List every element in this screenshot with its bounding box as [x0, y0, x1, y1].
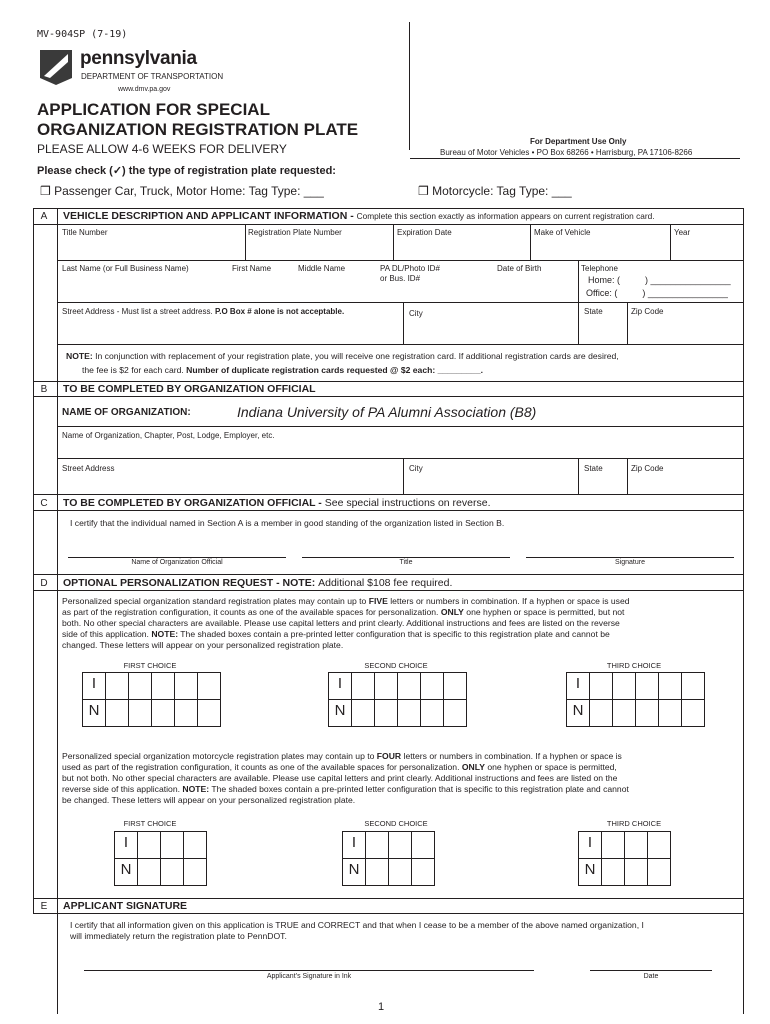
org-state-field[interactable]: State [584, 464, 603, 473]
membership-certification: I certify that the individual named in Section A is a member in good standing of the organization listed in Section B. [70, 518, 505, 528]
car-third-character-box[interactable] [681, 672, 705, 700]
moto-second-choice-label: SECOND CHOICE [364, 819, 428, 828]
moto-second-character-box[interactable] [411, 858, 435, 886]
official-signature-label: Signature [615, 559, 645, 566]
moto-second-preprinted-box [342, 858, 366, 886]
official-title-line[interactable] [302, 557, 510, 558]
section-d-title: OPTIONAL PERSONALIZATION REQUEST - NOTE: Additional $108 fee required. [63, 577, 453, 589]
moto-third-character-box[interactable] [601, 831, 625, 859]
applicant-date-label: Date [643, 973, 659, 980]
car-third-choice-label: THIRD CHOICE [606, 661, 662, 670]
car-second-preprinted-box [328, 672, 352, 700]
moto-first-character-box[interactable] [183, 858, 207, 886]
vehicle-make-field[interactable]: Make of Vehicle [534, 228, 591, 237]
street-address-field[interactable]: Street Address - Must list a street address. P.O Box # alone is not acceptable. [62, 307, 345, 316]
moto-third-choice-label: THIRD CHOICE [606, 819, 662, 828]
car-first-character-box[interactable] [128, 699, 152, 727]
dept-use-title: For Department Use Only [530, 137, 627, 146]
car-second-preprinted-letter: I [337, 675, 343, 692]
brand-dept: DEPARTMENT OF TRANSPORTATION [81, 72, 224, 81]
car-second-character-box[interactable] [420, 672, 444, 700]
moto-first-preprinted-box [114, 858, 138, 886]
moto-third-character-box[interactable] [647, 858, 671, 886]
frame-right [743, 208, 744, 1014]
org-street-field[interactable]: Street Address [62, 464, 115, 473]
duplicate-card-count-field[interactable]: the fee is $2 for each card. Number of duplicate registration cards requested @ $2 each: _________. [82, 365, 484, 375]
car-third-preprinted-box [566, 699, 590, 727]
middle-name-field[interactable]: Middle Name [298, 264, 346, 273]
moto-third-character-box[interactable] [647, 831, 671, 859]
telephone-label: Telephone [581, 264, 618, 273]
moto-first-preprinted-box [114, 831, 138, 859]
page-number: 1 [378, 1001, 385, 1013]
section-c-title: TO BE COMPLETED BY ORGANIZATION OFFICIAL - See special instructions on reverse. [63, 497, 491, 509]
car-first-choice-label: FIRST CHOICE [123, 661, 177, 670]
moto-first-choice-label: FIRST CHOICE [123, 819, 177, 828]
car-second-character-box[interactable] [374, 699, 398, 727]
standard-plate-instructions: Personalized special organization standard registration plates may contain up to FIVE letters or numbers in combination. If a hyphen or space is used as part of the registration configuration, it counts as one of the available spaces for personalization. ONLY one hyphen or space is permitted, but not both. No other special characters are available. Please use capital letters and print clearly. Additional instructions and fees are listed on the reverse side of this application. NOTE: The shaded boxes contain a pre-printed letter configuration that is specific to this registration plate and cannot be changed. These letters will appear on your personalized registration plate. [62, 596, 630, 650]
moto-third-preprinted-letter: I [587, 834, 593, 851]
car-first-preprinted-box [82, 672, 106, 700]
car-second-character-box[interactable] [397, 672, 421, 700]
section-b-letter: B [40, 384, 48, 395]
office-phone-field[interactable]: Office: ( ) ________________ [586, 288, 728, 298]
official-signature-line[interactable] [526, 557, 734, 558]
official-title-label: Title [399, 559, 413, 566]
moto-first-preprinted-letter: I [123, 834, 129, 851]
moto-second-character-box[interactable] [365, 858, 389, 886]
moto-first-character-box[interactable] [160, 831, 184, 859]
moto-third-preprinted-letter: N [584, 861, 596, 878]
frame-left [57, 208, 58, 1014]
org-name-sublabel: Name of Organization, Chapter, Post, Lodge, Employer, etc. [62, 431, 275, 440]
last-name-field[interactable]: Last Name (or Full Business Name) [62, 264, 189, 273]
section-a-title: VEHICLE DESCRIPTION AND APPLICANT INFORMATION - Complete this section exactly as information appears on current registration card. [63, 210, 655, 222]
car-first-character-box[interactable] [105, 672, 129, 700]
car-third-preprinted-box [566, 672, 590, 700]
section-e-letter: E [40, 901, 48, 912]
org-name-label: NAME OF ORGANIZATION: [62, 407, 191, 418]
official-name-label: Name of Organization Official [131, 559, 223, 566]
applicant-date-line[interactable] [590, 970, 712, 971]
car-second-preprinted-letter: N [334, 702, 346, 719]
moto-second-preprinted-letter: I [351, 834, 357, 851]
car-second-character-box[interactable] [443, 672, 467, 700]
car-second-character-box[interactable] [351, 699, 375, 727]
car-third-preprinted-letter: N [572, 702, 584, 719]
form-number: MV-904SP (7-19) [37, 29, 128, 40]
motorcycle-plate-instructions: Personalized special organization motorcycle registration plates may contain up to FOUR letters or numbers in combination. If a hyphen or space is used as part of the registration configuration, it counts as one of the available spaces for personalization. ONLY one hyphen or space is permitted, but not both. No other special characters are available. Please use capital letters and print clearly. Additional instructions and fees are listed on the reverse side of this application. NOTE: The shaded boxes contain a pre-printed letter configuration that is specific to this registration plate and cannot be changed. These letters will appear on your personalized registration plate. [62, 751, 629, 805]
car-third-character-box[interactable] [635, 699, 659, 727]
header-divider [409, 22, 410, 150]
city-field[interactable]: City [409, 309, 423, 318]
car-first-preprinted-box [82, 699, 106, 727]
car-third-character-box[interactable] [589, 699, 613, 727]
form-title-line1: APPLICATION FOR SPECIAL [37, 100, 270, 119]
delivery-notice: PLEASE ALLOW 4-6 WEEKS FOR DELIVERY [37, 142, 287, 156]
org-name-value[interactable]: Indiana University of PA Alumni Association (B8) [237, 404, 537, 420]
applicant-signature-line[interactable] [84, 970, 534, 971]
section-a-letter: A [40, 211, 48, 222]
duplicate-card-note: NOTE: In conjunction with replacement of your registration plate, you will receive one registration card. If additional registration cards are desired, [66, 351, 619, 361]
plate-number-field[interactable]: Registration Plate Number [248, 228, 342, 237]
moto-second-character-box[interactable] [388, 858, 412, 886]
vehicle-year-field[interactable]: Year [674, 228, 691, 237]
moto-third-character-box[interactable] [601, 858, 625, 886]
moto-second-character-box[interactable] [388, 831, 412, 859]
car-first-character-box[interactable] [197, 672, 221, 700]
moto-first-character-box[interactable] [137, 858, 161, 886]
moto-third-preprinted-box [578, 831, 602, 859]
car-first-character-box[interactable] [174, 699, 198, 727]
car-first-character-box[interactable] [151, 672, 175, 700]
car-third-character-box[interactable] [612, 672, 636, 700]
car-second-character-box[interactable] [443, 699, 467, 727]
passenger-car-checkbox[interactable]: ❒ Passenger Car, Truck, Motor Home: Tag Type: ___ [40, 184, 324, 198]
car-first-preprinted-letter: I [91, 675, 97, 692]
car-third-character-box[interactable] [612, 699, 636, 727]
car-second-character-box[interactable] [420, 699, 444, 727]
applicant-signature-label: Applicant’s Signature in Ink [266, 973, 352, 980]
moto-second-preprinted-box [342, 831, 366, 859]
home-phone-field[interactable]: Home: ( ) ________________ [588, 275, 731, 285]
moto-second-preprinted-letter: N [348, 861, 360, 878]
section-d-letter: D [40, 578, 48, 589]
section-e-title: APPLICANT SIGNATURE [63, 900, 188, 912]
title-number-field[interactable]: Title Number [62, 228, 108, 237]
applicant-certification-line2: will immediately return the registration plate to PennDOT. [70, 931, 287, 941]
section-b-title: TO BE COMPLETED BY ORGANIZATION OFFICIAL [63, 383, 316, 395]
plate-type-prompt: Please check (✓) the type of registration plate requested: [37, 165, 336, 177]
car-second-character-box[interactable] [351, 672, 375, 700]
zip-field[interactable]: Zip Code [631, 307, 664, 316]
keystone-logo-icon [38, 48, 74, 86]
car-third-character-box[interactable] [681, 699, 705, 727]
moto-second-character-box[interactable] [411, 831, 435, 859]
dl-id-field[interactable]: PA DL/Photo ID# or Bus. ID# [380, 264, 440, 283]
official-name-line[interactable] [68, 557, 286, 558]
car-third-character-box[interactable] [635, 672, 659, 700]
state-field[interactable]: State [584, 307, 603, 316]
form-title-line2: ORGANIZATION REGISTRATION PLATE [37, 120, 359, 139]
first-name-field[interactable]: First Name [232, 264, 272, 273]
car-first-character-box[interactable] [197, 699, 221, 727]
moto-first-character-box[interactable] [160, 858, 184, 886]
moto-first-character-box[interactable] [183, 831, 207, 859]
dept-use-address: Bureau of Motor Vehicles • PO Box 68266 • Harrisburg, PA 17106-8266 [440, 148, 693, 157]
letter-col-left [33, 208, 34, 914]
section-c-letter: C [40, 498, 48, 509]
car-third-character-box[interactable] [589, 672, 613, 700]
moto-second-character-box[interactable] [365, 831, 389, 859]
brand-url: www.dmv.pa.gov [118, 86, 171, 93]
car-first-character-box[interactable] [105, 699, 129, 727]
car-second-choice-label: SECOND CHOICE [364, 661, 428, 670]
car-first-character-box[interactable] [128, 672, 152, 700]
car-second-preprinted-box [328, 699, 352, 727]
car-first-character-box[interactable] [174, 672, 198, 700]
car-first-character-box[interactable] [151, 699, 175, 727]
car-second-character-box[interactable] [374, 672, 398, 700]
car-first-preprinted-letter: N [88, 702, 100, 719]
applicant-certification-line1: I certify that all information given on this application is TRUE and CORRECT and that when I cease to be a member of the above named organization, I [70, 920, 644, 930]
car-third-character-box[interactable] [658, 672, 682, 700]
dob-field[interactable]: Date of Birth [497, 264, 542, 273]
moto-first-preprinted-letter: N [120, 861, 132, 878]
car-second-character-box[interactable] [397, 699, 421, 727]
moto-third-preprinted-box [578, 858, 602, 886]
motorcycle-checkbox[interactable]: ❒ Motorcycle: Tag Type: ___ [418, 184, 572, 198]
expiration-date-field[interactable]: Expiration Date [397, 228, 452, 237]
brand-state: pennsylvania [80, 48, 197, 69]
car-third-character-box[interactable] [658, 699, 682, 727]
dept-use-line [410, 158, 740, 159]
moto-first-character-box[interactable] [137, 831, 161, 859]
moto-third-character-box[interactable] [624, 858, 648, 886]
moto-third-character-box[interactable] [624, 831, 648, 859]
org-city-field[interactable]: City [409, 464, 423, 473]
org-zip-field[interactable]: Zip Code [631, 464, 664, 473]
car-third-preprinted-letter: I [575, 675, 581, 692]
